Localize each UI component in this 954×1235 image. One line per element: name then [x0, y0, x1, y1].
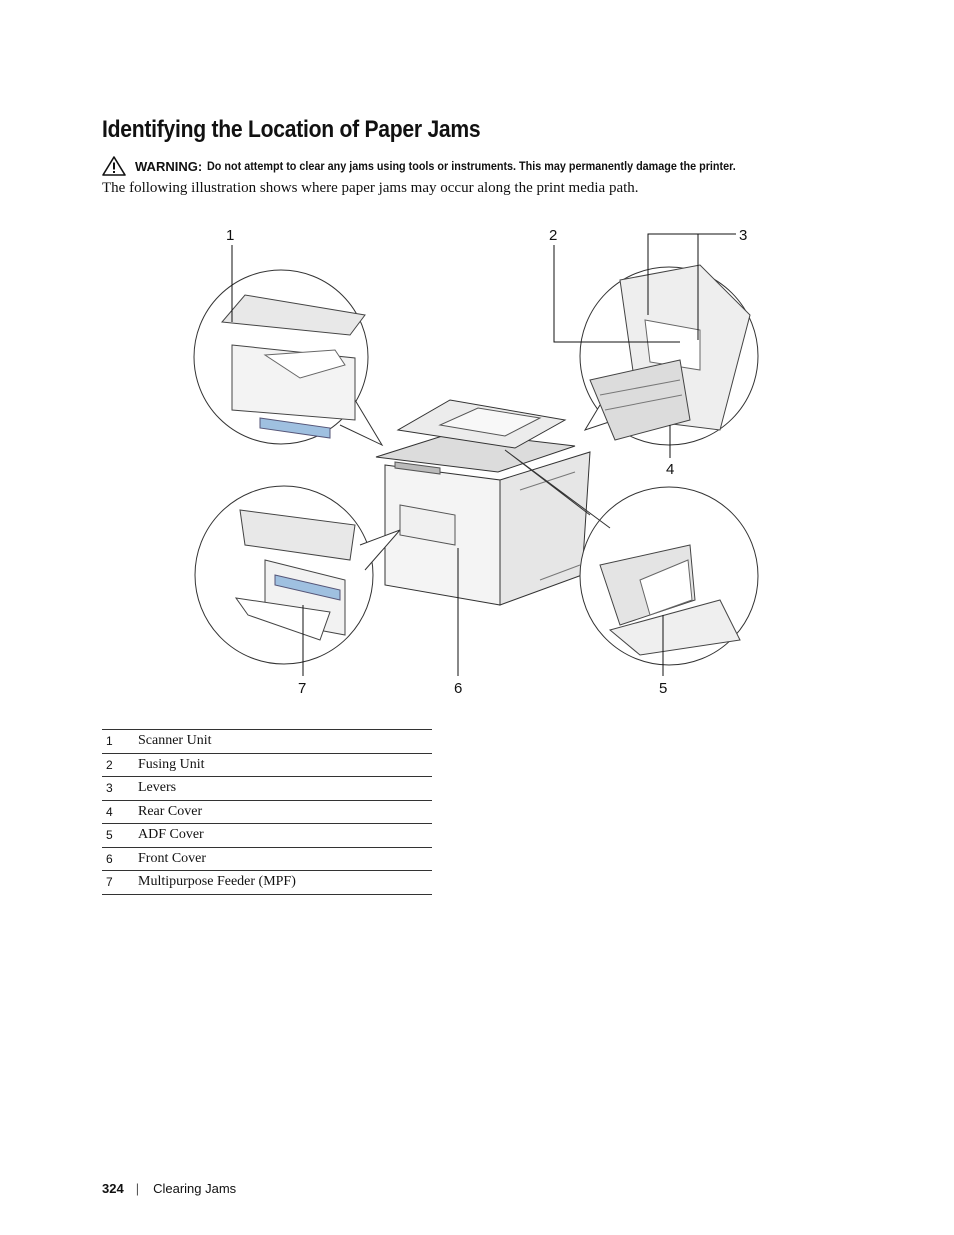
table-row [102, 824, 432, 848]
callout-3: 3 [739, 227, 748, 244]
legend-label: Scanner Unit [138, 733, 212, 749]
callout-2: 2 [549, 227, 558, 244]
legend-number: 5 [106, 828, 113, 843]
table-row [102, 754, 432, 778]
page-footer [102, 1181, 236, 1196]
legend-number: 2 [106, 757, 113, 772]
table-row [102, 848, 432, 872]
table-row [102, 730, 432, 754]
section-title: Clearing Jams [153, 1181, 237, 1196]
callout-6: 6 [454, 680, 463, 697]
warning-note [102, 156, 862, 176]
warning-label: WARNING: [135, 158, 203, 174]
callout-1: 1 [226, 227, 235, 244]
callout-4: 4 [666, 461, 675, 478]
printer-body [376, 400, 590, 605]
legend-label: Multipurpose Feeder (MPF) [138, 874, 296, 890]
paper-jam-illustration [190, 222, 770, 702]
page-number: 324 [102, 1181, 124, 1196]
legend-number: 3 [106, 781, 113, 796]
callout-5: 5 [659, 680, 668, 697]
callout-7: 7 [298, 680, 307, 697]
legend-number: 7 [106, 875, 113, 890]
callout-legend-table [102, 729, 432, 895]
legend-label: ADF Cover [138, 827, 204, 843]
legend-number: 4 [106, 804, 113, 819]
legend-label: Levers [138, 780, 177, 796]
legend-number: 6 [106, 851, 113, 866]
table-row [102, 801, 432, 825]
legend-label: Front Cover [138, 850, 207, 866]
table-row [102, 871, 432, 895]
printer-diagram [190, 222, 770, 702]
legend-label: Fusing Unit [138, 756, 205, 772]
footer-separator: | [135, 1181, 140, 1196]
warning-text: Do not attempt to clear any jams using tools or instruments. This may permanently damage the printer. [207, 159, 736, 173]
intro-paragraph: The following illustration shows where paper jams may occur along the print media path. [102, 180, 639, 196]
warning-icon [102, 156, 126, 176]
page-title: Identifying the Location of Paper Jams [102, 116, 481, 143]
table-row [102, 777, 432, 801]
legend-number: 1 [106, 734, 113, 749]
legend-label: Rear Cover [138, 803, 203, 819]
